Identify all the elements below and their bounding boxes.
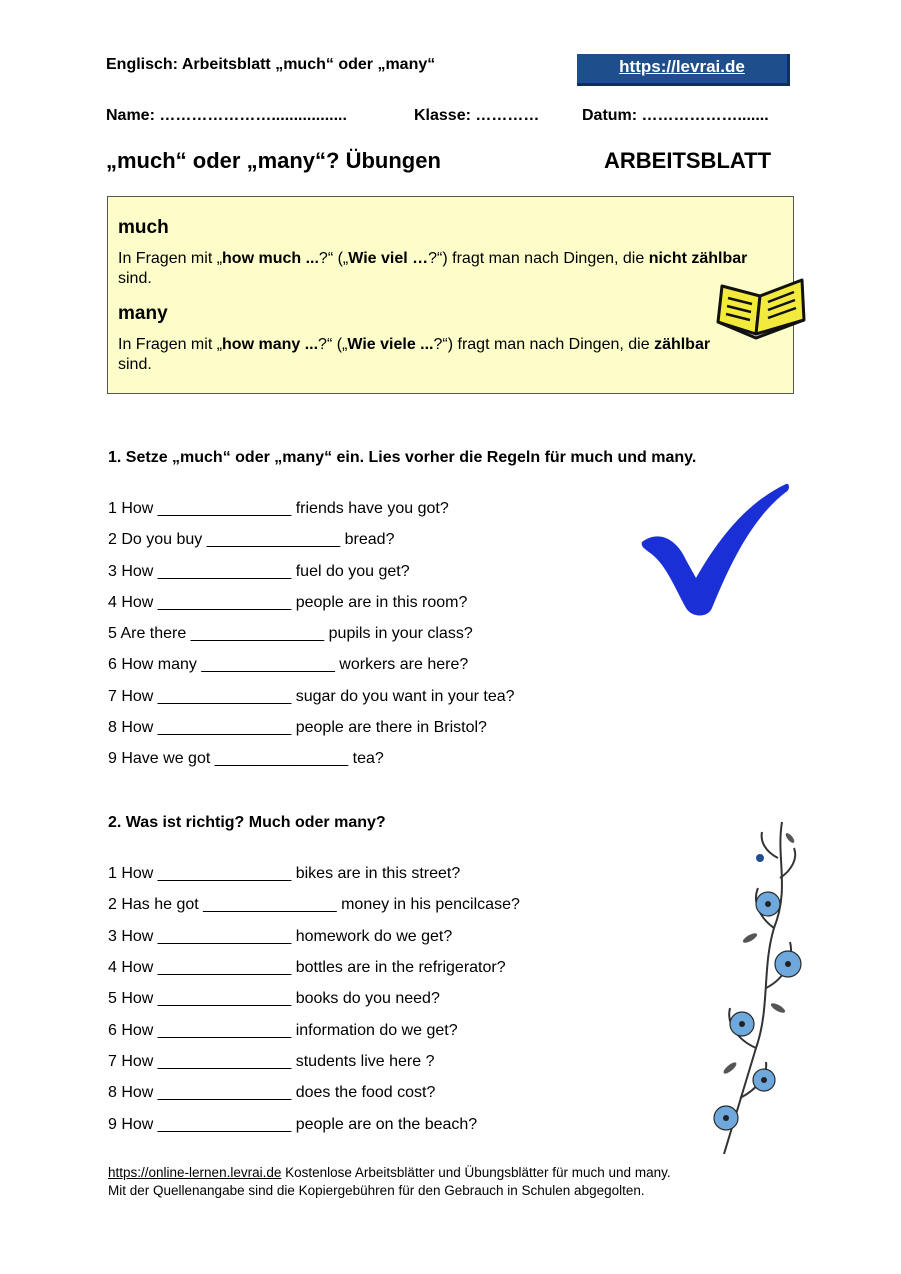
task1-question[interactable]: 2 Do you buy _______________ bread? bbox=[108, 531, 395, 548]
task2-question[interactable]: 9 How _______________ people are on the beach? bbox=[108, 1116, 478, 1133]
many-heading: many bbox=[118, 303, 168, 324]
much-heading: much bbox=[118, 217, 169, 238]
task1-question[interactable]: 7 How _______________ sugar do you want in your tea? bbox=[108, 688, 515, 705]
task2-question[interactable]: 4 How _______________ bottles are in the refrigerator? bbox=[108, 959, 506, 976]
task1-question[interactable]: 3 How _______________ fuel do you get? bbox=[108, 563, 410, 580]
footer-line-1: https://online-lernen.levrai.de Kostenlose Arbeitsblätter und Übungsblätter für much und many. bbox=[108, 1165, 671, 1180]
task1-question[interactable]: 4 How _______________ people are in this room? bbox=[108, 594, 468, 611]
footer-line-2: Mit der Quellenangabe sind die Kopiergebühren für den Gebrauch in Schulen abgegolten. bbox=[108, 1183, 645, 1198]
footer-link[interactable]: https://online-lernen.levrai.de bbox=[108, 1165, 282, 1180]
class-field[interactable]: Klasse: ………… bbox=[414, 107, 540, 124]
name-field[interactable]: Name: …………………................. bbox=[106, 107, 347, 124]
task2-question[interactable]: 7 How _______________ students live here ? bbox=[108, 1053, 435, 1070]
date-field[interactable]: Datum: ………………....... bbox=[582, 107, 769, 124]
task1-title: 1. Setze „much“ oder „many“ ein. Lies vorher die Regeln für much und many. bbox=[108, 449, 697, 466]
task1-question[interactable]: 8 How _______________ people are there in Bristol? bbox=[108, 719, 487, 736]
task1-question[interactable]: 5 Are there _______________ pupils in your class? bbox=[108, 625, 473, 642]
much-rule-text: In Fragen mit „how much ...?“ („Wie viel …?“) fragt man nach Dingen, die nicht zählbar sind. bbox=[118, 250, 748, 287]
footer bbox=[108, 1164, 671, 1200]
task1-question[interactable]: 6 How many _______________ workers are here? bbox=[108, 656, 469, 673]
task2-question[interactable]: 1 How _______________ bikes are in this street? bbox=[108, 865, 461, 882]
page-title: „much“ oder „many“? Übungen bbox=[106, 148, 441, 173]
task2-question[interactable]: 2 Has he got _______________ money in his pencilcase? bbox=[108, 896, 520, 913]
task1-question[interactable]: 1 How _______________ friends have you got? bbox=[108, 500, 449, 517]
site-url-link[interactable]: https://levrai.de bbox=[577, 54, 790, 86]
sheet-label: ARBEITSBLATT bbox=[604, 148, 772, 173]
worksheet-header-title: Englisch: Arbeitsblatt „much“ oder „many“ bbox=[106, 56, 436, 73]
task2-question[interactable]: 5 How _______________ books do you need? bbox=[108, 990, 440, 1007]
task1-question[interactable]: 9 Have we got _______________ tea? bbox=[108, 750, 384, 767]
rules-box bbox=[107, 196, 794, 394]
open-book-icon bbox=[716, 268, 808, 340]
task2-question[interactable]: 3 How _______________ homework do we get? bbox=[108, 928, 453, 945]
checkmark-icon bbox=[636, 478, 792, 620]
task2-question[interactable]: 8 How _______________ does the food cost? bbox=[108, 1084, 436, 1101]
task2-question[interactable]: 6 How _______________ information do we get? bbox=[108, 1022, 458, 1039]
many-rule-text: In Fragen mit „how many ...?“ („Wie viele ...?“) fragt man nach Dingen, die zählbar sind. bbox=[118, 336, 711, 373]
task2-title: 2. Was ist richtig? Much oder many? bbox=[108, 814, 386, 831]
flower-decoration-icon bbox=[690, 818, 810, 1158]
